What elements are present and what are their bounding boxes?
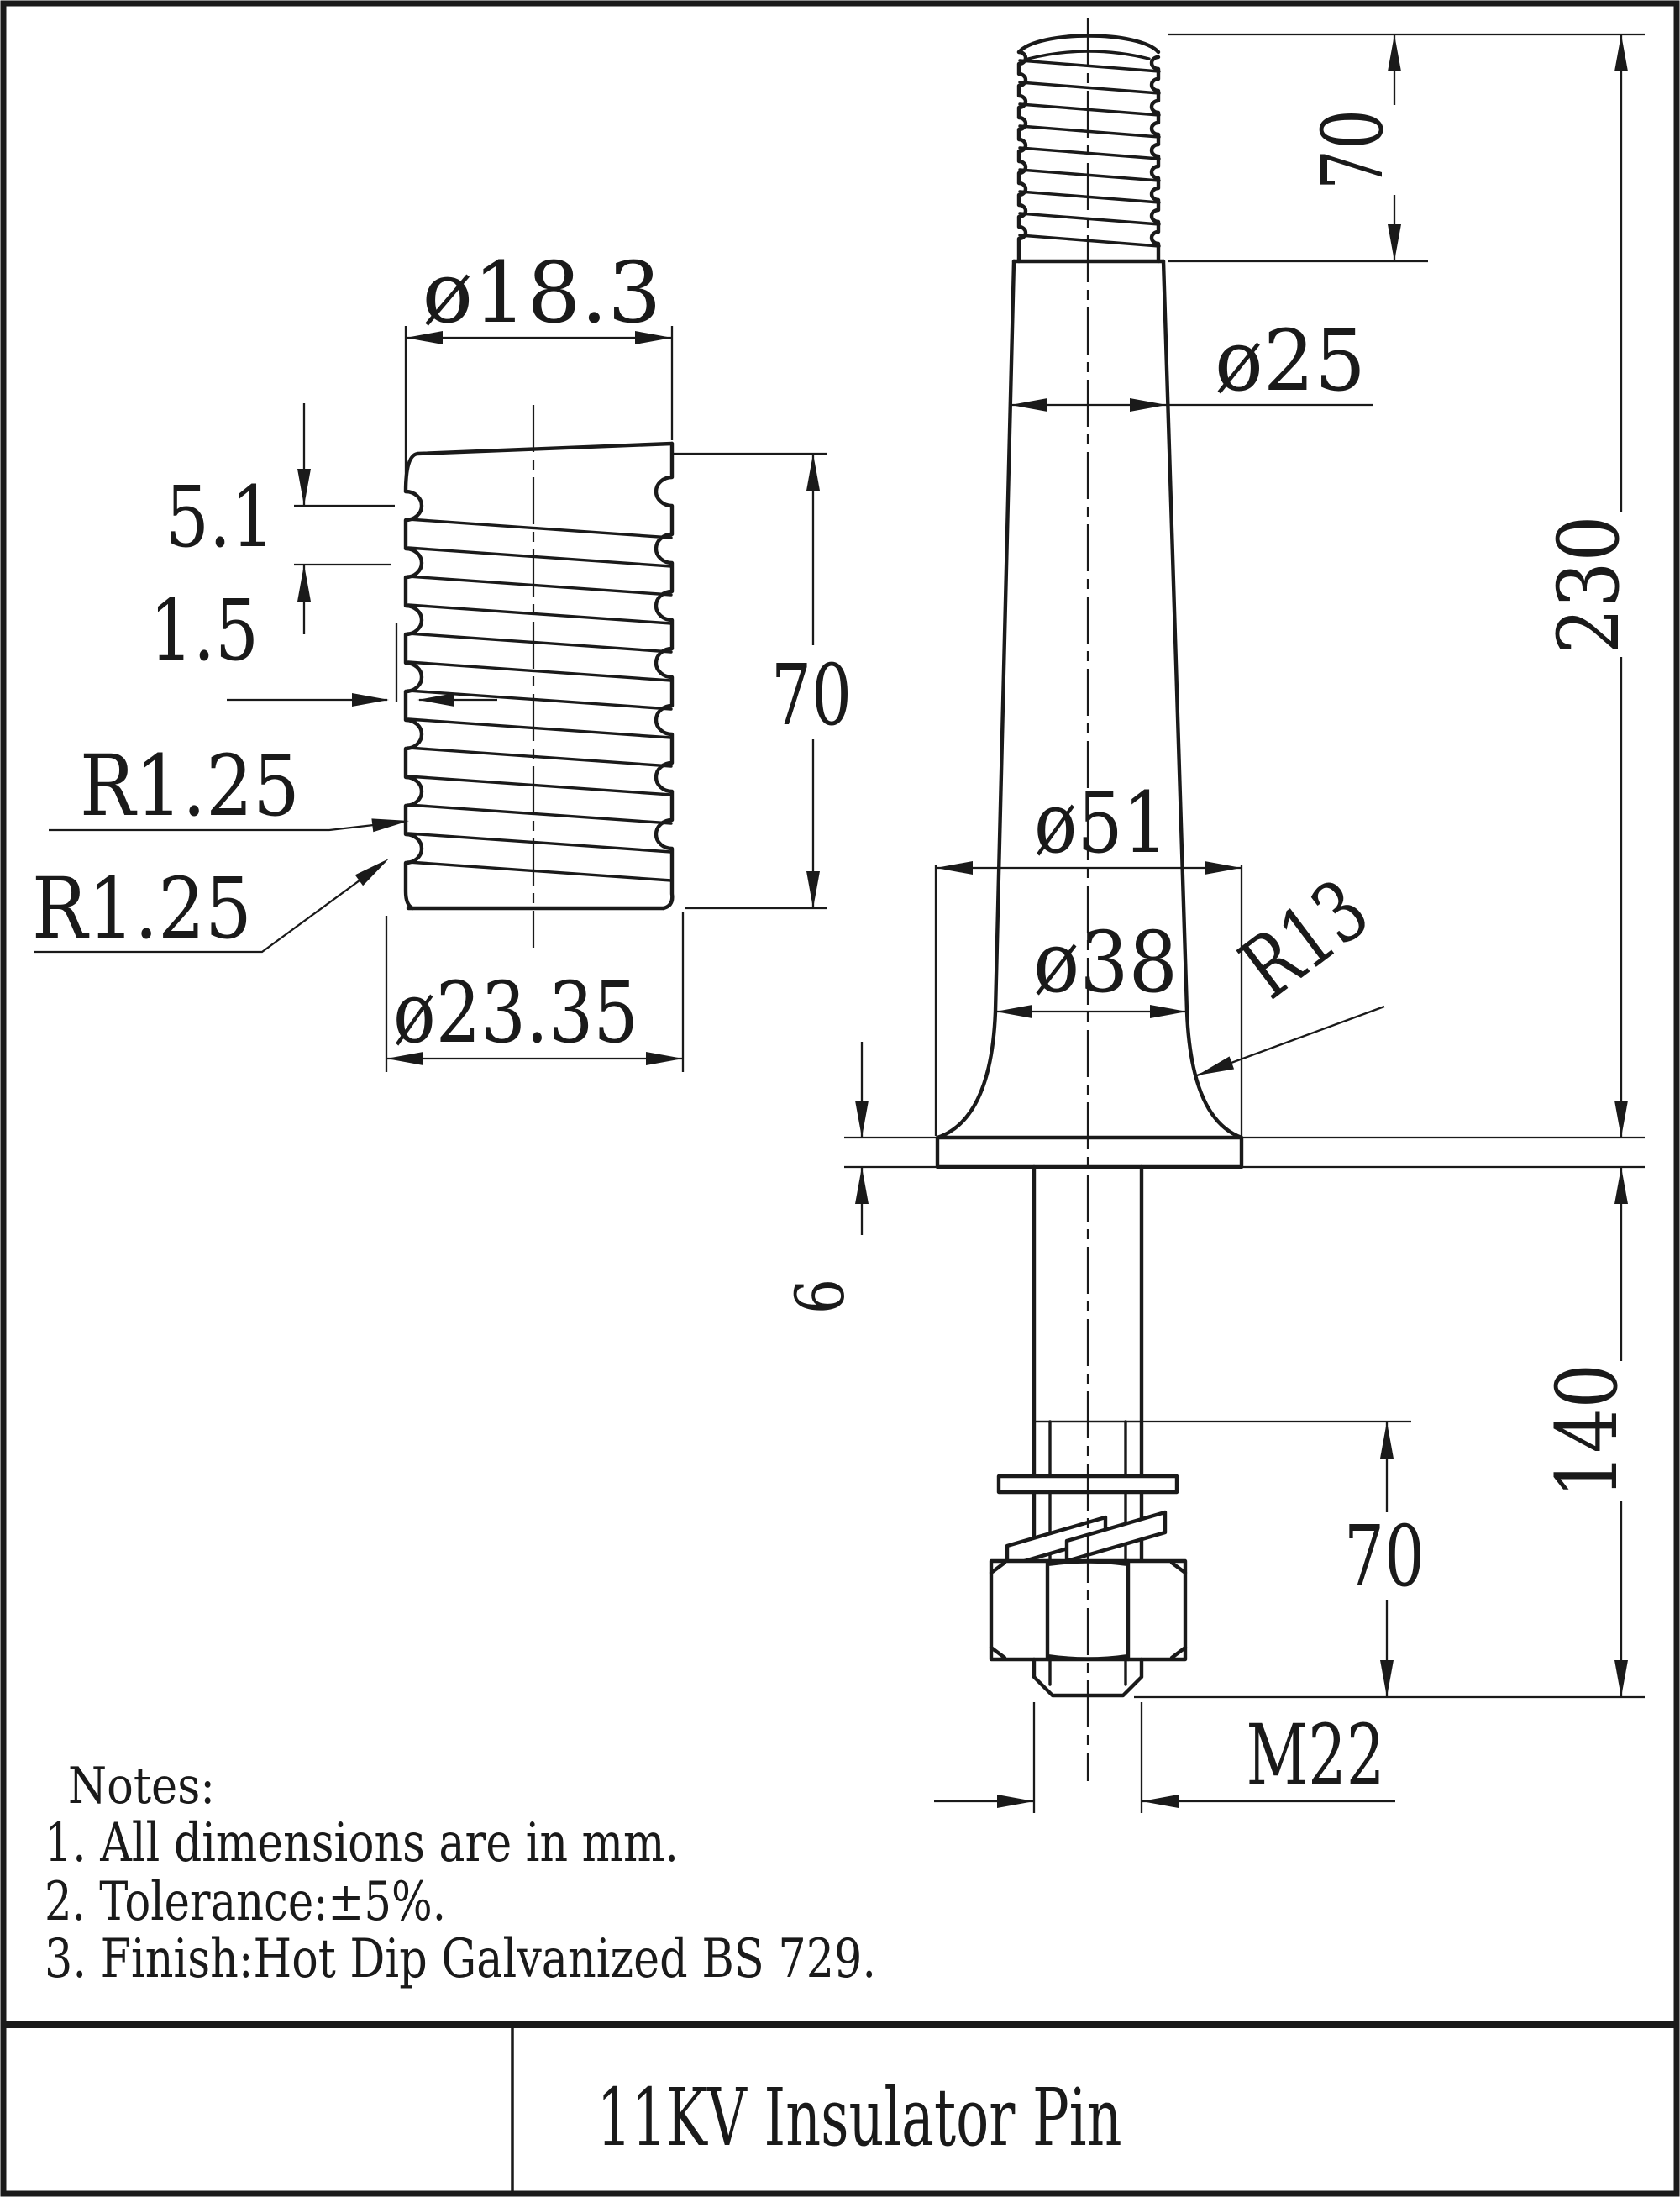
arrowhead [417, 693, 454, 707]
arrowhead [646, 1052, 683, 1065]
arrowhead [1380, 1422, 1394, 1459]
arrowhead [1142, 1795, 1179, 1808]
dim-label-thread-spec: M22 [1246, 1706, 1385, 1805]
arrowhead [855, 1167, 869, 1204]
dim-label-dia-cone: ø38 [1033, 913, 1178, 1012]
dim-label-pitch: 5.1 [165, 468, 275, 566]
detail-top-edge [406, 444, 672, 491]
arrowhead [352, 693, 389, 707]
arrowhead [806, 454, 820, 491]
dim-label-dia-bottom: ø23.35 [393, 964, 638, 1062]
notes-heading: Notes: [68, 1757, 215, 1816]
taper-left-edge [937, 261, 1014, 1138]
dim-label-dia-top: ø18.3 [422, 244, 662, 342]
dim-label-radius-1: R1.25 [80, 737, 300, 835]
note-line-3: 3. Finish:Hot Dip Galvanized BS 729. [45, 1928, 876, 1990]
dim-label-overall-length: 230 [1540, 493, 1638, 654]
arrowhead [297, 565, 311, 602]
dim-label-thread-length-top: 70 [1304, 82, 1402, 190]
arrowhead [1380, 1660, 1394, 1697]
title-block [3, 2025, 1677, 2194]
arrowhead [355, 859, 389, 886]
arrowhead [1614, 1660, 1628, 1697]
arrowhead [1197, 1056, 1234, 1075]
arrowhead [1614, 1101, 1628, 1138]
arrowhead [806, 871, 820, 908]
flange [937, 1138, 1242, 1167]
note-line-1: 1. All dimensions are in mm. [45, 1812, 679, 1874]
detail-view [406, 444, 672, 908]
arrowhead [1388, 224, 1401, 261]
arrowhead [997, 1795, 1034, 1808]
dim-label-stem-length: 140 [1538, 1338, 1636, 1498]
dim-label-radius-2: R1.25 [32, 859, 252, 958]
dim-label-thread-depth: 1.5 [150, 581, 259, 680]
note-line-2: 2. Tolerance:±5%. [45, 1871, 446, 1933]
dim-label-fillet-radius: R13 [1223, 836, 1419, 1018]
detail-thread-profile [406, 444, 672, 908]
detail-right-thread-edge [656, 444, 672, 908]
notes-block [45, 1757, 876, 1990]
arrowhead [1388, 34, 1401, 71]
arrowhead [371, 818, 409, 832]
main-thread-profile [1019, 52, 1159, 261]
dim-label-flange-thickness: 6 [781, 1271, 859, 1314]
dim-label-detail-length: 70 [771, 646, 852, 744]
arrowhead [1614, 1167, 1628, 1204]
arrowhead [297, 469, 311, 506]
dim-label-dia-flange: ø51 [1034, 774, 1168, 872]
dim-label-thread-length-bottom: 70 [1344, 1507, 1425, 1606]
arrowhead [1614, 34, 1628, 71]
arrowhead [1011, 398, 1047, 412]
arrowhead [1205, 861, 1242, 875]
dim-label-dia-shank: ø25 [1215, 312, 1366, 410]
drawing-title: 11KV Insulator Pin [596, 2072, 1122, 2164]
arrowhead [995, 1005, 1032, 1018]
spring-washer-right [1067, 1512, 1165, 1561]
arrowhead [855, 1101, 869, 1138]
main-thread-lines [1020, 60, 1159, 246]
arrowhead [1130, 398, 1167, 412]
arrowhead [936, 861, 973, 875]
